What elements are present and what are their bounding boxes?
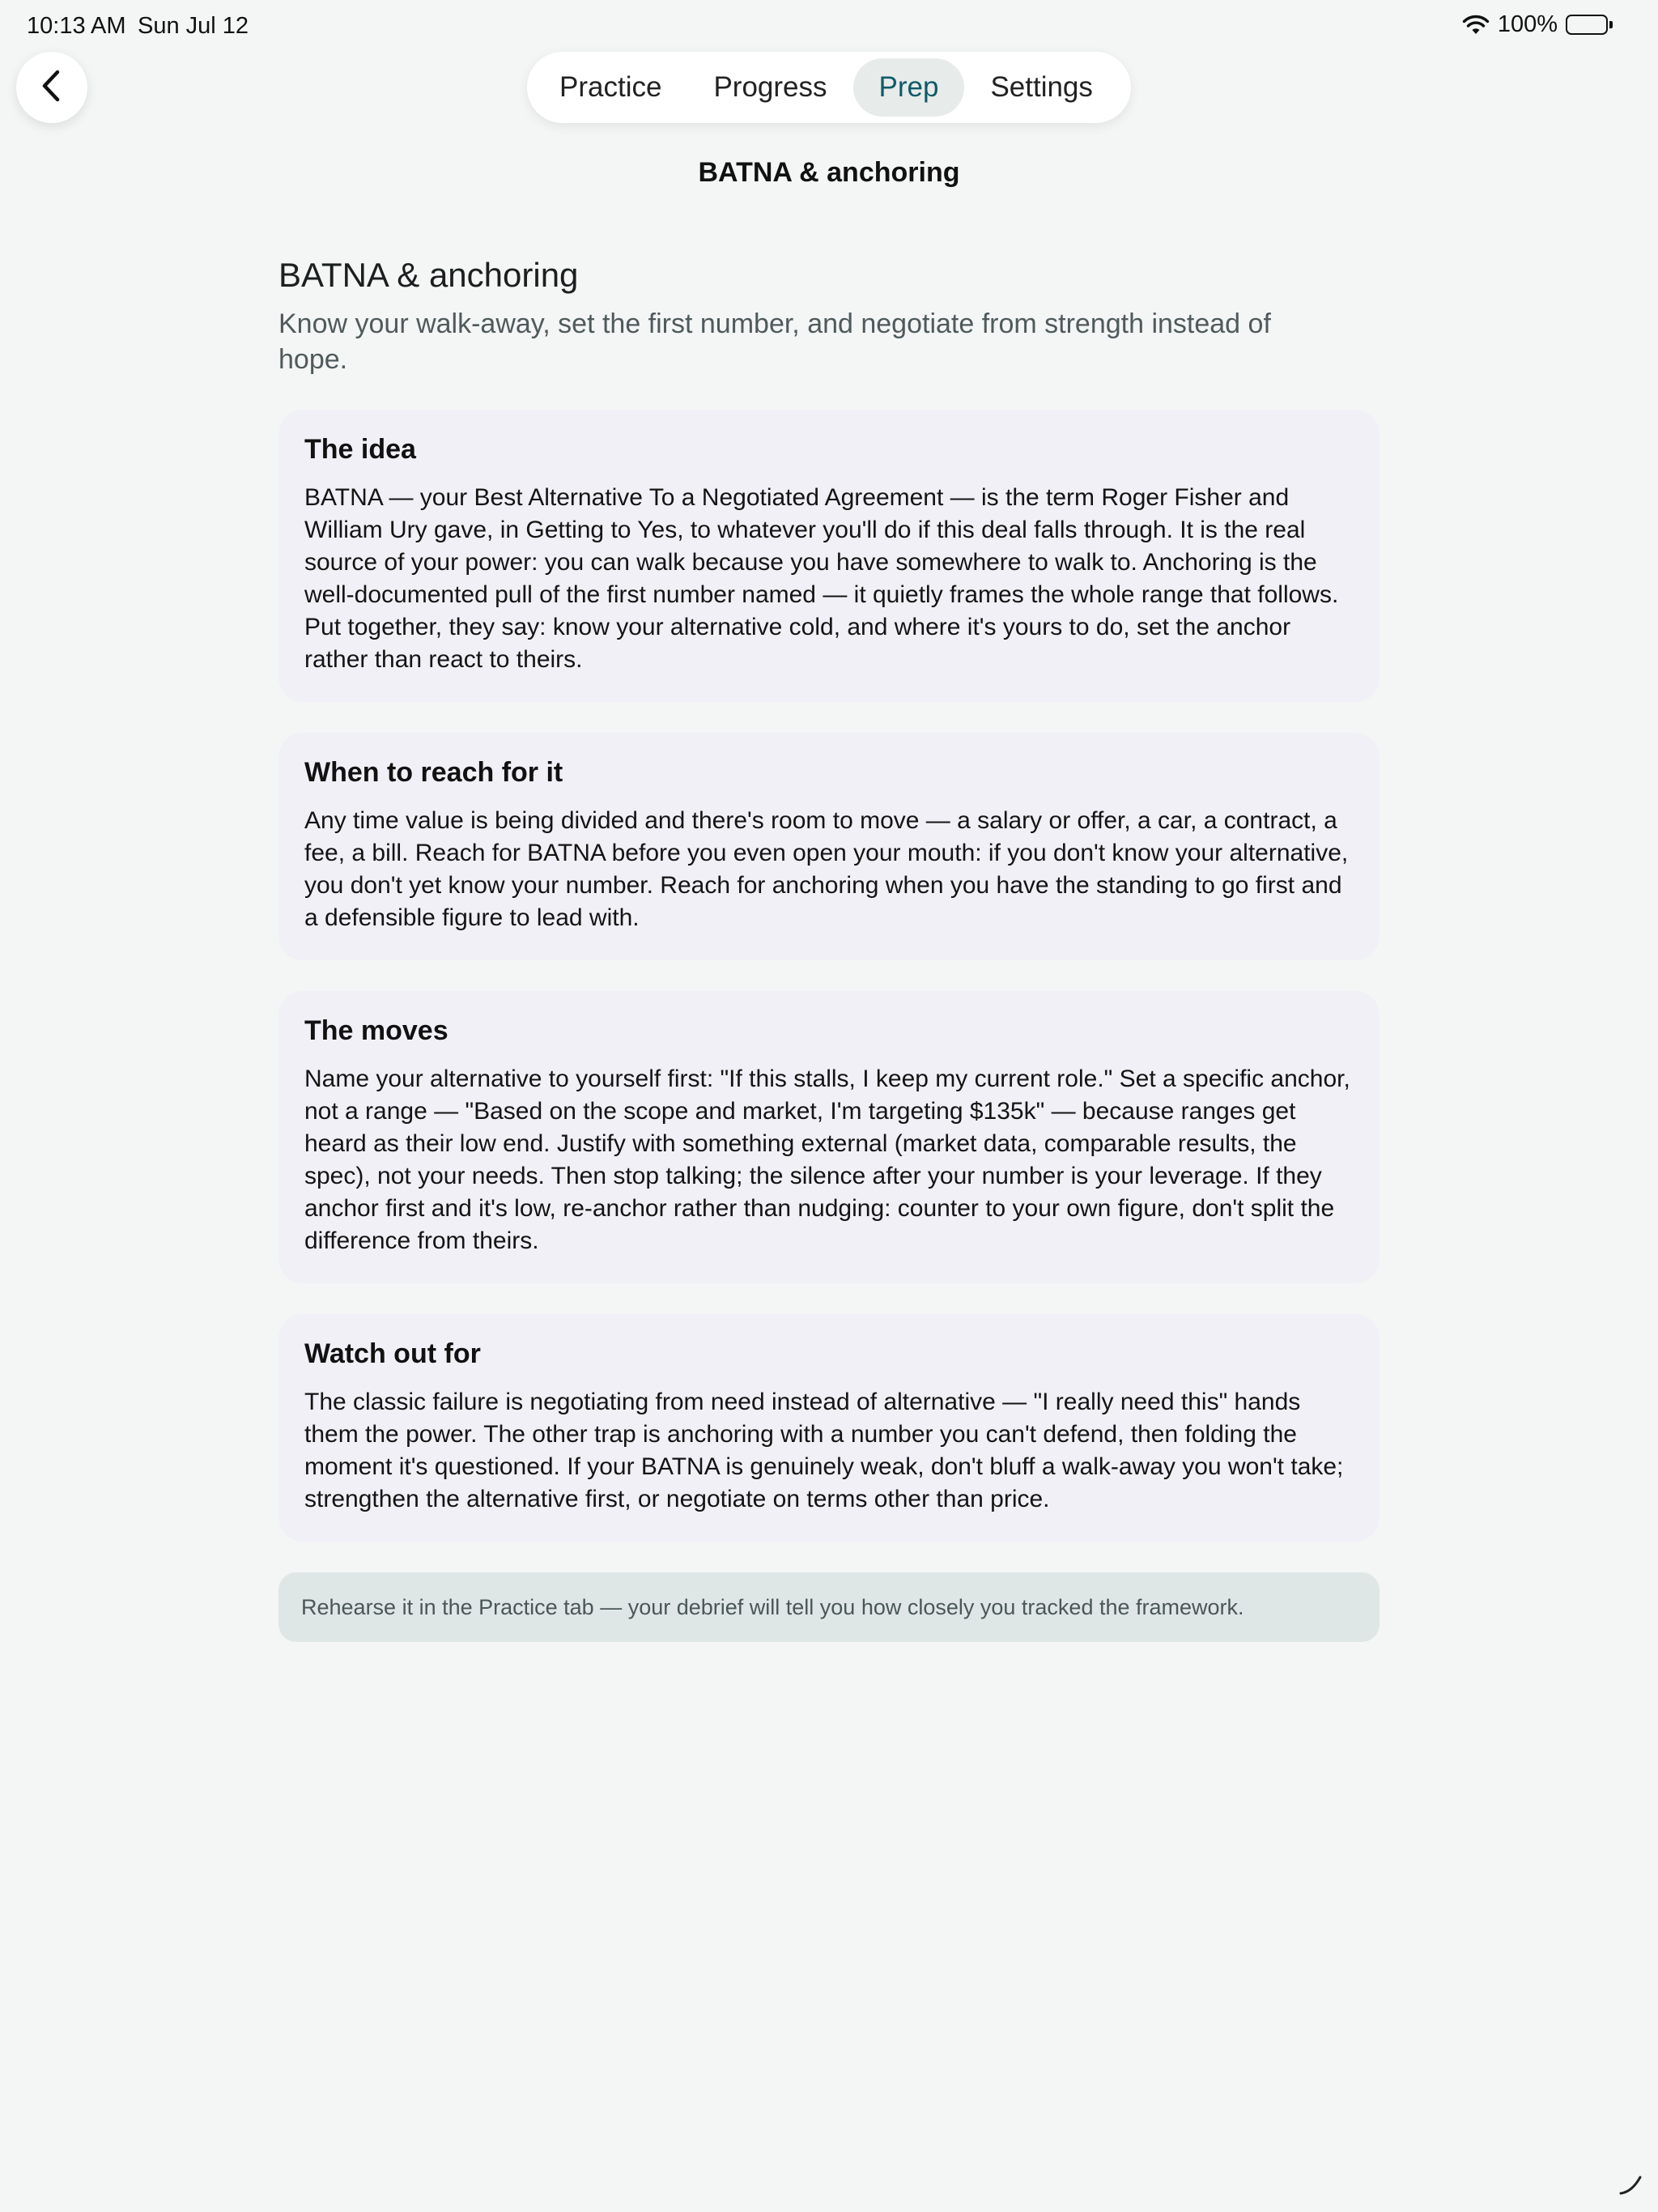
section-body: BATNA — your Best Alternative To a Negotiated Agreement — is the term Roger Fisher and William Ury gave, in Getting to Yes, to whatever you'll do if this deal falls through. It is the real source of your power: you can walk because you have somewhere to walk to. Anchoring is the well-documented pull of the first number named — it quietly frames the whole range that follows. Put together, they say: know your alternative cold, and where it's yours to do, set the anchor rather than react to theirs. xyxy=(304,484,1339,673)
nav-title: BATNA & anchoring xyxy=(698,157,960,188)
tab-prep[interactable]: Prep xyxy=(853,58,965,117)
status-indicators xyxy=(1462,11,1613,38)
section-title: Watch out for xyxy=(304,1338,481,1369)
battery-percent: 100% xyxy=(1497,11,1558,37)
section-body: Name your alternative to yourself first: "If this stalls, I keep my current role." Set a specific anchor, not a range — "Based on the scope and market, I'm targeting $135k" — because ranges get heard as their low end. Justify with something external (market data, comparable results, the spec), not your needs. Then stop talking; the silence after your number is your leverage. If they anchor first and it's low, re-anchor rather than nudging: counter to your own figure, don't split the difference from theirs. xyxy=(304,1066,1350,1254)
tab-settings[interactable]: Settings xyxy=(990,71,1093,103)
section-title: When to reach for it xyxy=(304,757,563,788)
section-card-watch-out xyxy=(278,1314,1380,1542)
wifi-icon xyxy=(1462,15,1490,36)
resize-handle-icon[interactable] xyxy=(1618,2169,1645,2201)
section-title: The moves xyxy=(304,1015,449,1046)
page-subtitle: Know your walk-away, set the first number, and negotiate from strength instead of hope. xyxy=(278,308,1271,375)
section-card-idea xyxy=(278,410,1380,702)
status-date: Sun Jul 12 xyxy=(138,13,249,39)
tab-progress[interactable]: Progress xyxy=(713,71,827,103)
chevron-left-icon xyxy=(37,68,66,108)
practice-tip: Rehearse it in the Practice tab — your debrief will tell you how closely you tracked the framework. xyxy=(278,1572,1380,1642)
tab-bar xyxy=(527,52,1131,123)
back-button[interactable] xyxy=(16,52,87,123)
tab-practice[interactable]: Practice xyxy=(559,71,662,103)
status-bar xyxy=(0,0,1658,52)
section-body: The classic failure is negotiating from need instead of alternative — "I really need this" hands them the power. The other trap is anchoring with a number you can't defend, then folding the moment it's questioned. If your BATNA is genuinely weak, don't bluff a walk-away you won't take; strengthen the alternative first, or negotiate on terms other than price. xyxy=(304,1389,1344,1512)
page-title: BATNA & anchoring xyxy=(278,256,579,294)
section-title: The idea xyxy=(304,434,416,465)
content xyxy=(278,256,1380,1642)
section-card-when xyxy=(278,733,1380,960)
section-body: Any time value is being divided and there's room to move — a salary or offer, a car, a contract, a fee, a bill. Reach for BATNA before you even open your mouth: if you don't know your alternative, you don't yet know your number. Reach for anchoring when you have the standing to go first and a defensible figure to lead with. xyxy=(304,807,1349,931)
battery-icon xyxy=(1566,15,1613,35)
section-card-moves xyxy=(278,991,1380,1283)
status-time: 10:13 AM xyxy=(27,13,126,39)
